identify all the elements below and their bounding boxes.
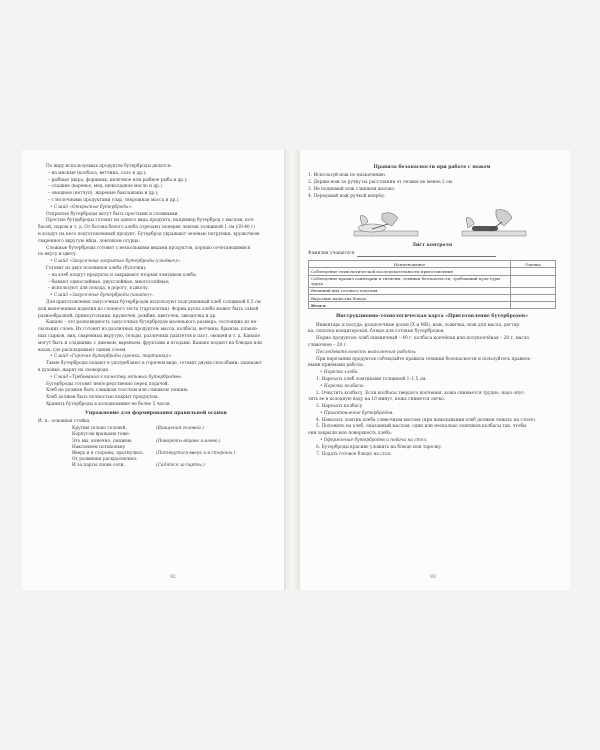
text-line: могут быть и сладкими: с джемом, вареньем, фруктами и ягодами. Канапе подают на блюдах или xyxy=(38,340,262,346)
text-line: • Нарезка колбасы. xyxy=(320,383,365,389)
table-row xyxy=(309,275,556,287)
text-line: 5. Положить на хлеб, смазанный маслом, один или несколько ломтиков колбасы так, чтобы xyxy=(316,424,527,430)
text-line: басой, сыром и т. д. От батона белого хлеба отрезают поперек ломтик толщиной 1 см (30-40 г) xyxy=(38,225,255,231)
page-number-right: 93 xyxy=(430,575,436,580)
text-line: – рыбные (икра, форшмак, килечное или рыбное рыба и др.); xyxy=(48,177,188,183)
table-cell-score xyxy=(511,294,556,301)
table-cell-name: Соблюдение технологической последовательности приготовления xyxy=(309,268,511,275)
text-line: по вкусу и цвету. xyxy=(38,252,77,258)
table-row xyxy=(309,294,556,301)
poem-text: И за парты снова сели. xyxy=(72,463,125,469)
text-line: При нарезании продуктов соблюдайте правила техники безопасности и пользуйтесь правиль- xyxy=(316,356,532,362)
poem-action: (Садятся за парты.) xyxy=(156,463,205,469)
table-row xyxy=(309,302,556,309)
poem-action: (Повороты вправо и влево.) xyxy=(156,438,221,444)
text-line: 2. Очистить колбасу. Если колбасы твердого копчения, кожа снимается трудно, надо опус- xyxy=(316,390,526,396)
text-line: Норма продуктов: хлеб пшеничный – 40 г, колбаса копчёная или полукопчёная – 20 г, масло xyxy=(316,336,530,342)
card-title: Инструкционно-технологическая карта «Приготовление бутербродов» xyxy=(336,314,528,320)
poem-line xyxy=(38,463,274,469)
table-cell-name: Итого: xyxy=(309,302,511,309)
text-line: ка, лопатка кондитерская, блюдо для готовых бутербродов. xyxy=(308,329,445,335)
text-line: Такие бутерброды подают в употребляют в горячем виде, готовят двумя способами: запекают xyxy=(46,361,262,367)
poem-text: Это мы, конечно, сможем. xyxy=(72,438,133,444)
text-line: сваренного вкрутую яйца, ломтиком огурца. xyxy=(38,238,140,244)
text-line: – сладкие (варенье, мед, шоколадное масло и др.) xyxy=(48,184,162,190)
safety-rule: 4. Передавай нож ручкой вперёд. xyxy=(308,193,385,199)
table-header-score: Оценка xyxy=(511,261,556,268)
text-line: – на мясные (колбаса, ветчина, сало и др.); xyxy=(48,170,147,176)
control-table-body xyxy=(309,268,556,309)
text-line: Канапе – это разновидность закусочных бутербродов маленького размера, состоящих из не- xyxy=(46,320,258,326)
text-line: тить ее в холодную воду на 10 минут, кожа снимется легко. xyxy=(308,397,446,403)
text-line: • Нарезка хлеба. xyxy=(320,370,359,376)
text-line: 1. Нарезать хлеб ломтиками толщиной 1–1,5 см. xyxy=(316,376,427,382)
text-line: • Оформление бутербродов и подача на стол. xyxy=(320,438,428,444)
text-line: Хлеб не должен быть слишком толстым или слишком тонким. xyxy=(46,388,189,394)
table-cell-name: Соблюдение правил санитарии и гигиены, техники безопасности, требований куль-туры труда xyxy=(309,275,511,287)
text-line: Хранить бутерброды в холодильнике не более 5 часов. xyxy=(46,401,171,407)
text-line: Готовят из двух половинок хлеба (булочки): xyxy=(46,265,147,271)
page-number-left: 92 xyxy=(170,575,176,580)
poem-action: (Потянуться вверх и в стороны.) xyxy=(156,450,236,456)
table-header-name: Наименование xyxy=(309,261,511,268)
student-name-line xyxy=(357,251,496,257)
text-line: Сложные бутерброды готовят с несколькими видами продуктов, хорошо сочетающимися xyxy=(46,245,251,251)
left-page-text xyxy=(38,164,274,470)
text-line: скольких слоев. Их готовят из различных продуктов: масла, колбасы, ветчины, брынзы, плавле- xyxy=(38,327,259,333)
text-line: • Приготовление бутербродов. xyxy=(320,410,394,416)
text-line: они закрыли всю поверхность хлеба. xyxy=(308,431,393,437)
text-line: 3. Нарезать колбасу. xyxy=(316,404,364,410)
student-name-row xyxy=(308,251,556,257)
text-line: • Слайд «Закусочные закрытые бутерброды (сэндвич)». xyxy=(50,259,182,265)
text-line: Бутерброды готовят непосредственно перед подачей. xyxy=(46,381,170,387)
text-line: – на хлеб кладут продукты и закрывают вторым ломтиком хлеба; xyxy=(48,272,197,278)
text-line: вазах, где раскладывают одним слоем. xyxy=(38,347,127,353)
exercise-title: Упражнение для формирования правильной осанки xyxy=(85,411,227,417)
poem-text: От разминки раскраснелись xyxy=(72,457,137,463)
text-line: сливочное – 20 г. xyxy=(308,342,348,348)
safety-rule: 2. Держи нож за ручку на расстоянии от лезвия не менее 2 см. xyxy=(308,180,454,185)
text-line: Инвентарь и посуда: разделочные доски (Х и МВ), нож, ложечка, нож для масла, дегтяр- xyxy=(316,322,521,328)
text-line: Открытые бутерброды могут быть простыми и сложными. xyxy=(46,211,179,217)
safety-title: Правила безопасности при работе с ножом xyxy=(373,165,491,170)
exercise-start: И. п.: основная стойка. xyxy=(38,419,91,425)
table-cell-score xyxy=(511,275,556,287)
cutting-sausage-illustration xyxy=(460,204,530,240)
text-line: • Слайд «Закусочные бутерброды (канапе)». xyxy=(50,293,154,299)
text-line: Для приготовления закусочных бутербродов используют подсушенный хлеб толщиной 0,5 см xyxy=(46,299,261,305)
table-row xyxy=(309,268,556,275)
text-line: – используют для похода, в дорогу, в школу. xyxy=(48,286,150,292)
table-row xyxy=(309,287,556,294)
text-line: или выпеченные изделия из слоеного теста (тарталетки). Форма куска хлеба может быть самой xyxy=(38,306,259,312)
text-line: и кладут на него подготовленный продукт. Бутерброд украшают зеленью петрушки, кружочком xyxy=(38,231,260,237)
poem-text: Корпусом вращаем тоже. xyxy=(72,432,131,438)
text-line: • Слайд «Горячие бутерброды (гренки, тартинки)». xyxy=(50,354,173,360)
text-line: 7. Подать готовое блюдо на стол. xyxy=(316,451,392,457)
text-line: разнообразной: прямоугольник, кружочек, ромбик, цветочек, звездочка и др. xyxy=(38,313,217,319)
left-paragraphs xyxy=(38,164,274,408)
right-page-text xyxy=(308,162,556,458)
text-line: 6. Бутерброды красиво уложить на блюдо или тарелку. xyxy=(316,444,443,450)
poem-text: Наклоняем потихоньку xyxy=(72,444,126,450)
table-cell-score xyxy=(511,302,556,309)
text-line: – овощные (кетчуп), жареные баклажаны и др.); xyxy=(48,191,159,197)
text-line: 4. Намазать ломтик хлеба сливочным маслом (при намазывании хлеб должен лежать на столе). xyxy=(316,417,537,423)
text-line: – бывают однослойные, двухслойные, многослойные; xyxy=(48,279,170,285)
table-cell-score xyxy=(511,268,556,275)
poem-action: (Вращения головой.) xyxy=(156,426,204,432)
control-table xyxy=(308,260,556,309)
text-line: ных сырков, яиц, сваренных вкрутую, сельди, различных паштетов и паст, овощей и т. д. Канапе xyxy=(38,333,261,339)
book-gutter xyxy=(284,150,300,590)
right-page xyxy=(300,150,570,590)
safety-rule: 1. Используй нож по назначению. xyxy=(308,173,387,179)
exercise-poem xyxy=(38,426,274,469)
table-cell-score xyxy=(511,287,556,294)
text-line: • Слайд «Требования к качеству готовых бутербродов». xyxy=(50,374,183,380)
poem-text: Вверх и в стороны, прогнулись. xyxy=(72,450,144,456)
student-label: Фамилия учащегося xyxy=(308,251,355,256)
text-line: • Слайд «Открытые бутерброды». xyxy=(50,204,133,210)
text-line: По виду используемых продуктов бутерброды делятся: xyxy=(46,164,172,169)
table-cell-name: Внешний вид готового изделия xyxy=(309,287,511,294)
text-line: Простые бутерброды готовят из одного вида продукта, например бутерброд с маслом, кол- xyxy=(46,218,255,224)
cutting-bread-illustration xyxy=(352,204,422,240)
left-page xyxy=(22,150,284,590)
text-line: в духовке, жарят на сковороде. xyxy=(38,367,110,373)
knife-illustration xyxy=(352,204,530,240)
control-title: Лист контроля xyxy=(411,242,453,248)
text-line: Хлеб должен быть полностью покрыт продуктом. xyxy=(46,395,159,401)
text-line: – с молочными продуктами (сыр, творожная масса и др.). xyxy=(48,197,180,203)
text-line: Последовательность выполнения работы: xyxy=(316,349,417,355)
card-paragraphs xyxy=(308,323,556,458)
text-line: ными приёмами работы. xyxy=(308,363,365,369)
safety-rule: 3. Не поднимай нож слишком высоко. xyxy=(308,186,396,192)
table-cell-name: Вкусовые качества блюда xyxy=(309,294,511,301)
poem-text: Крутим тельно головой, xyxy=(72,426,127,432)
safety-rules xyxy=(308,173,556,200)
